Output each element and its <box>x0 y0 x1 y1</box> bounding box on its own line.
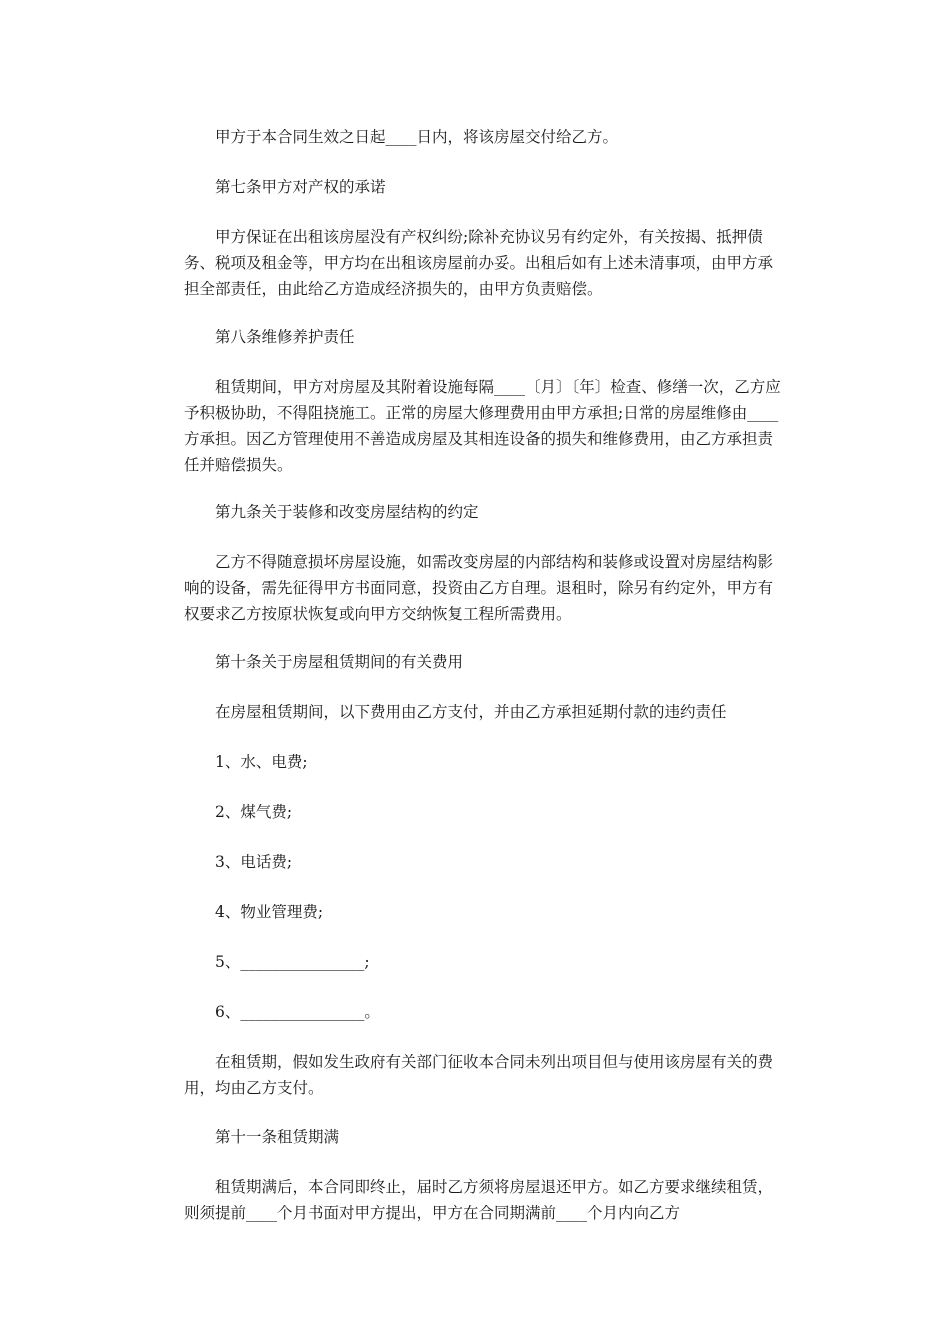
clause-11-paragraph: 租赁期满后，本合同即终止，届时乙方须将房屋退还甲方。如乙方要求继续租赁，则须提前____个月书面对甲方提出，甲方在合同期满前____个月内向乙方 <box>184 1178 774 1222</box>
clause-8-paragraph: 租赁期间，甲方对房屋及其附着设施每隔____〔月〕〔年〕检查、修缮一次，乙方应予积极协助，不得阻挠施工。正常的房屋大修理费用由甲方承担;日常的房屋维修由____方承担。因乙方管理使用不善造成房屋及其相连设备的损失和维修费用，由乙方承担责任并赔偿损失。 <box>184 378 781 474</box>
clause-10-heading: 第十条关于房屋租赁期间的有关费用 <box>215 653 464 671</box>
clause-6-delivery-paragraph: 甲方于本合同生效之日起____日内，将该房屋交付给乙方。 <box>215 128 619 146</box>
clause-7-paragraph: 甲方保证在出租该房屋没有产权纠纷;除补充协议另有约定外，有关按揭、抵押债务、税项及租金等，甲方均在出租该房屋前办妥。出租后如有上述未清事项，由甲方承担全部责任，由此给乙方造成经济损失的，由甲方负责赔偿。 <box>184 228 774 298</box>
fee-list-item: 1、水、电费; <box>215 753 308 771</box>
clause-8-heading: 第八条维修养护责任 <box>215 328 355 346</box>
clause-9-paragraph: 乙方不得随意损坏房屋设施，如需改变房屋的内部结构和装修或设置对房屋结构影响的设备，需先征得甲方书面同意，投资由乙方自理。退租时，除另有约定外，甲方有权要求乙方按原状恢复或向甲方交纳恢复工程所需费用。 <box>184 553 774 623</box>
clause-9-heading: 第九条关于装修和改变房屋结构的约定 <box>215 503 479 521</box>
clause-10-extra-fees-paragraph: 在租赁期，假如发生政府有关部门征收本合同未列出项目但与使用该房屋有关的费用，均由乙方支付。 <box>184 1053 774 1097</box>
fee-list-item: 6、________________。 <box>215 1003 380 1021</box>
clause-10-intro-paragraph: 在房屋租赁期间，以下费用由乙方支付，并由乙方承担延期付款的违约责任 <box>215 703 727 721</box>
fee-list-item: 2、煤气费; <box>215 803 293 821</box>
clause-7-heading: 第七条甲方对产权的承诺 <box>215 178 386 196</box>
fee-list-item: 4、物业管理费; <box>215 903 324 921</box>
fee-list-item: 5、________________; <box>215 953 370 971</box>
fee-list-item: 3、电话费; <box>215 853 293 871</box>
clause-11-heading: 第十一条租赁期满 <box>215 1128 340 1146</box>
